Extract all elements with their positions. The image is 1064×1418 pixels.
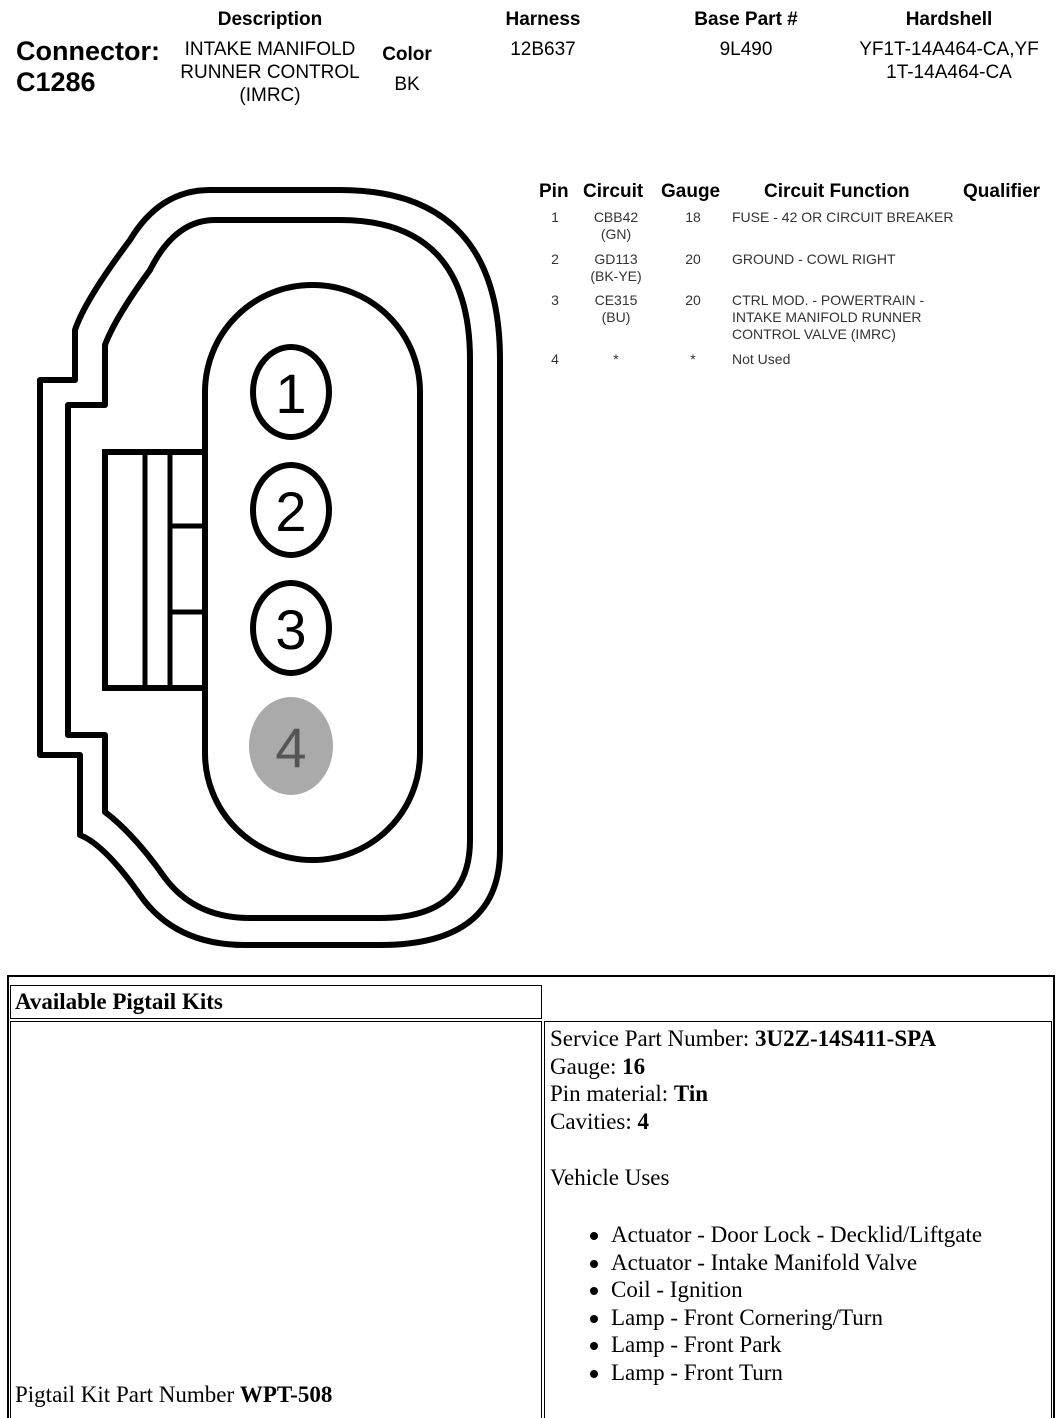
list-item-text: Actuator - Door Lock - Decklid/Liftgate — [611, 1222, 983, 1247]
table-cell-circuit — [576, 251, 656, 285]
connector-label: Connector: — [16, 36, 160, 66]
harness-column — [473, 8, 613, 61]
base-part-column — [666, 8, 826, 61]
gauge-header: Gauge — [661, 181, 721, 202]
color-value: BK — [394, 74, 420, 95]
hardshell-value: YF1T-14A464-CA,YF1T-14A464-CA — [859, 39, 1039, 83]
circuit-id: GD113 — [594, 251, 638, 267]
harness-value: 12B637 — [510, 39, 576, 60]
list-item-text: Lamp - Front Turn — [611, 1359, 783, 1385]
latch-frame — [105, 452, 205, 688]
pigtail-title-cell — [10, 985, 542, 1019]
pin-1 — [253, 347, 329, 437]
table-cell-pin: 2 — [551, 251, 559, 267]
hardshell-label: Hardshell — [905, 9, 993, 30]
circuit-function-header: Circuit Function — [764, 181, 910, 202]
color-column — [357, 43, 457, 96]
cavities-line — [550, 1108, 936, 1136]
pin-3 — [253, 583, 329, 673]
circuit-color: (GN) — [600, 226, 632, 242]
pigtail-specs — [550, 1025, 936, 1135]
table-cell-gauge: * — [690, 351, 696, 367]
service-part-label: Service Part Number: — [550, 1026, 756, 1051]
list-item-text: Actuator - Intake Manifold Valve — [611, 1249, 918, 1275]
circuit-color: (BK-YE) — [590, 268, 642, 284]
pin-material-value: Tin — [673, 1081, 709, 1106]
circuit-id: CE315 — [594, 292, 638, 308]
pin-2 — [253, 465, 329, 555]
table-cell-gauge: 20 — [685, 292, 701, 308]
pigtail-details-cell — [544, 1021, 1052, 1418]
list-item — [585, 1221, 982, 1249]
service-part-value: 3U2Z-14S411-SPA — [755, 1026, 937, 1051]
connector-face-diagram — [0, 140, 540, 960]
kit-label: Pigtail Kit Part Number — [15, 1382, 240, 1407]
table-cell-pin: 4 — [551, 351, 559, 367]
gauge-value: 16 — [622, 1053, 646, 1079]
bullet-icon — [590, 1260, 598, 1268]
table-cell-function: GROUND - COWL RIGHT — [732, 251, 896, 267]
list-item-text: Lamp - Front Park — [611, 1332, 782, 1358]
description-value: INTAKE MANIFOLD RUNNER CONTROL (IMRC) — [180, 39, 360, 106]
bullet-icon — [590, 1315, 598, 1323]
pin-4-label: 4 — [275, 716, 307, 779]
qualifier-header: Qualifier — [963, 181, 1041, 202]
circuit-color: (BU) — [601, 309, 631, 325]
pin-4-unused — [249, 697, 333, 795]
base-part-value: 9L490 — [719, 39, 773, 60]
gauge-label: Gauge: — [550, 1053, 623, 1079]
connector-housing-outer — [40, 190, 500, 945]
pigtail-image-cell — [10, 1021, 542, 1418]
list-item — [585, 1304, 982, 1332]
circuit-header: Circuit — [583, 181, 644, 202]
list-item-text: Coil - Ignition — [611, 1277, 743, 1303]
table-cell-circuit — [576, 292, 656, 326]
pin-2-label: 2 — [275, 480, 307, 543]
list-item — [585, 1276, 982, 1304]
connector-id: C1286 — [16, 67, 96, 97]
kit-value: WPT-508 — [239, 1382, 333, 1407]
description-column — [170, 8, 370, 107]
list-item-text: Lamp - Front Cornering/Turn — [611, 1304, 883, 1330]
base-part-label: Base Part # — [694, 9, 798, 30]
list-item — [585, 1249, 982, 1277]
service-part-line — [550, 1025, 936, 1053]
gauge-line — [550, 1053, 936, 1081]
pin-header: Pin — [539, 181, 569, 202]
pigtail-title: Available Pigtail Kits — [15, 989, 223, 1014]
table-cell-pin: 3 — [551, 292, 559, 308]
bullet-icon — [590, 1232, 598, 1240]
connector-housing-inner — [68, 220, 470, 918]
table-cell-function: CTRL MOD. - POWERTRAIN - INTAKE MANIFOLD RUNNER CONTROL VALVE (IMRC) — [732, 292, 925, 342]
cavities-value: 4 — [637, 1108, 650, 1134]
list-item — [585, 1359, 982, 1387]
bullet-icon — [590, 1342, 598, 1350]
hardshell-column — [858, 8, 1040, 84]
table-cell-function: FUSE - 42 OR CIRCUIT BREAKER — [732, 209, 954, 225]
bullet-icon — [590, 1287, 598, 1295]
pin-3-label: 3 — [275, 598, 307, 661]
vehicle-uses-list — [585, 1221, 982, 1387]
table-cell-circuit: * — [613, 351, 619, 367]
list-item — [585, 1331, 982, 1359]
bullet-icon — [590, 1370, 598, 1378]
pin-1-label: 1 — [275, 362, 307, 425]
pin-material-line — [550, 1080, 936, 1108]
table-cell-gauge: 20 — [685, 251, 701, 267]
connector-title — [16, 36, 160, 98]
table-cell-gauge: 18 — [685, 209, 701, 225]
table-cell-pin: 1 — [551, 209, 559, 225]
vehicle-uses-title: Vehicle Uses — [550, 1165, 670, 1190]
circuit-id: CBB42 — [593, 209, 639, 225]
color-label: Color — [382, 44, 432, 65]
cavities-label: Cavities: — [550, 1108, 638, 1134]
harness-label: Harness — [505, 9, 581, 30]
table-cell-circuit — [576, 209, 656, 243]
description-label: Description — [217, 9, 323, 30]
pigtail-header-spacer — [544, 985, 1052, 1019]
pigtail-kit-part-number — [15, 1382, 332, 1408]
pin-material-label: Pin material: — [550, 1081, 674, 1106]
table-cell-function: Not Used — [732, 351, 791, 367]
